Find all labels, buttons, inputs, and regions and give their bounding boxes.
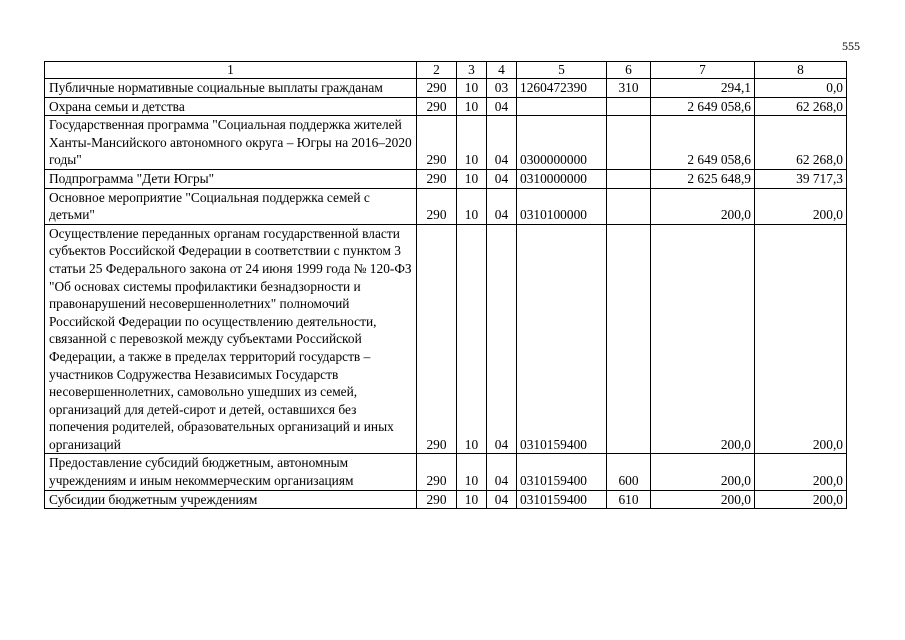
cell-amount-federal: 200,0 xyxy=(755,490,847,509)
row-name: Осуществление переданных органам государственной власти субъектов Российской Федерации в соответствии с пунктом 3 статьи 25 Федерального закона от 24 июня 1999 года № 120-ФЗ "Об основах системы профилактики безнадзорности и правонарушений несовершеннолетних" полномочий Российской Федерации по осуществлению деятельности, связанной с перевозкой между субъектами Российской Федерации, а также в пределах территорий государств – участников Содружества Независимых Государств несовершеннолетних, самовольно ушедших из семей, организаций для детей-сирот и детей, оставшихся без попечения родителей, образовательных организаций и иных организаций xyxy=(45,224,417,454)
cell-amount-total: 200,0 xyxy=(651,224,755,454)
cell-ministry-code: 290 xyxy=(417,490,457,509)
cell-target-article: 0310159400 xyxy=(517,454,607,490)
cell-amount-federal: 62 268,0 xyxy=(755,116,847,170)
table-row xyxy=(45,169,847,188)
cell-amount-federal: 62 268,0 xyxy=(755,97,847,116)
table-row xyxy=(45,490,847,509)
cell-amount-total: 2 625 648,9 xyxy=(651,169,755,188)
table-row xyxy=(45,188,847,224)
cell-subsection: 04 xyxy=(487,454,517,490)
row-name: Основное мероприятие "Социальная поддержка семей с детьми" xyxy=(45,188,417,224)
column-header: 7 xyxy=(651,62,755,79)
cell-target-article: 1260472390 xyxy=(517,79,607,98)
cell-amount-total: 200,0 xyxy=(651,454,755,490)
table-header-row xyxy=(45,62,847,79)
cell-amount-total: 2 649 058,6 xyxy=(651,97,755,116)
cell-target-article xyxy=(517,97,607,116)
cell-expense-type: 600 xyxy=(607,454,651,490)
cell-expense-type xyxy=(607,169,651,188)
column-header: 2 xyxy=(417,62,457,79)
cell-section: 10 xyxy=(457,188,487,224)
cell-subsection: 04 xyxy=(487,188,517,224)
column-header: 3 xyxy=(457,62,487,79)
cell-section: 10 xyxy=(457,490,487,509)
column-header: 8 xyxy=(755,62,847,79)
cell-expense-type: 310 xyxy=(607,79,651,98)
cell-target-article: 0310159400 xyxy=(517,490,607,509)
cell-expense-type xyxy=(607,116,651,170)
column-header: 1 xyxy=(45,62,417,79)
cell-ministry-code: 290 xyxy=(417,79,457,98)
cell-section: 10 xyxy=(457,224,487,454)
cell-amount-total: 200,0 xyxy=(651,188,755,224)
cell-section: 10 xyxy=(457,116,487,170)
cell-ministry-code: 290 xyxy=(417,169,457,188)
column-header: 4 xyxy=(487,62,517,79)
row-name: Государственная программа "Социальная поддержка жителей Ханты-Мансийского автономного округа – Югры на 2016–2020 годы" xyxy=(45,116,417,170)
cell-subsection: 04 xyxy=(487,169,517,188)
table-row xyxy=(45,224,847,454)
cell-target-article: 0310159400 xyxy=(517,224,607,454)
cell-subsection: 04 xyxy=(487,224,517,454)
cell-section: 10 xyxy=(457,169,487,188)
cell-section: 10 xyxy=(457,454,487,490)
table-row xyxy=(45,454,847,490)
cell-ministry-code: 290 xyxy=(417,454,457,490)
page-number: 555 xyxy=(842,39,860,53)
budget-table xyxy=(44,61,847,509)
cell-subsection: 04 xyxy=(487,490,517,509)
cell-ministry-code: 290 xyxy=(417,188,457,224)
cell-amount-total: 2 649 058,6 xyxy=(651,116,755,170)
table-row xyxy=(45,116,847,170)
table-row xyxy=(45,97,847,116)
cell-ministry-code: 290 xyxy=(417,224,457,454)
column-header: 6 xyxy=(607,62,651,79)
cell-amount-total: 200,0 xyxy=(651,490,755,509)
table-row xyxy=(45,79,847,98)
cell-expense-type: 610 xyxy=(607,490,651,509)
cell-target-article: 0310100000 xyxy=(517,188,607,224)
cell-amount-federal: 0,0 xyxy=(755,79,847,98)
cell-amount-federal: 200,0 xyxy=(755,188,847,224)
cell-subsection: 03 xyxy=(487,79,517,98)
row-name: Охрана семьи и детства xyxy=(45,97,417,116)
cell-section: 10 xyxy=(457,97,487,116)
cell-ministry-code: 290 xyxy=(417,116,457,170)
column-header: 5 xyxy=(517,62,607,79)
cell-expense-type xyxy=(607,188,651,224)
cell-amount-total: 294,1 xyxy=(651,79,755,98)
row-name: Подпрограмма "Дети Югры" xyxy=(45,169,417,188)
cell-amount-federal: 39 717,3 xyxy=(755,169,847,188)
cell-expense-type xyxy=(607,97,651,116)
cell-section: 10 xyxy=(457,79,487,98)
row-name: Предоставление субсидий бюджетным, автономным учреждениям и иным некоммерческим организациям xyxy=(45,454,417,490)
row-name: Публичные нормативные социальные выплаты гражданам xyxy=(45,79,417,98)
row-name: Субсидии бюджетным учреждениям xyxy=(45,490,417,509)
cell-amount-federal: 200,0 xyxy=(755,224,847,454)
cell-subsection: 04 xyxy=(487,97,517,116)
cell-target-article: 0300000000 xyxy=(517,116,607,170)
cell-subsection: 04 xyxy=(487,116,517,170)
cell-expense-type xyxy=(607,224,651,454)
cell-amount-federal: 200,0 xyxy=(755,454,847,490)
cell-target-article: 0310000000 xyxy=(517,169,607,188)
cell-ministry-code: 290 xyxy=(417,97,457,116)
